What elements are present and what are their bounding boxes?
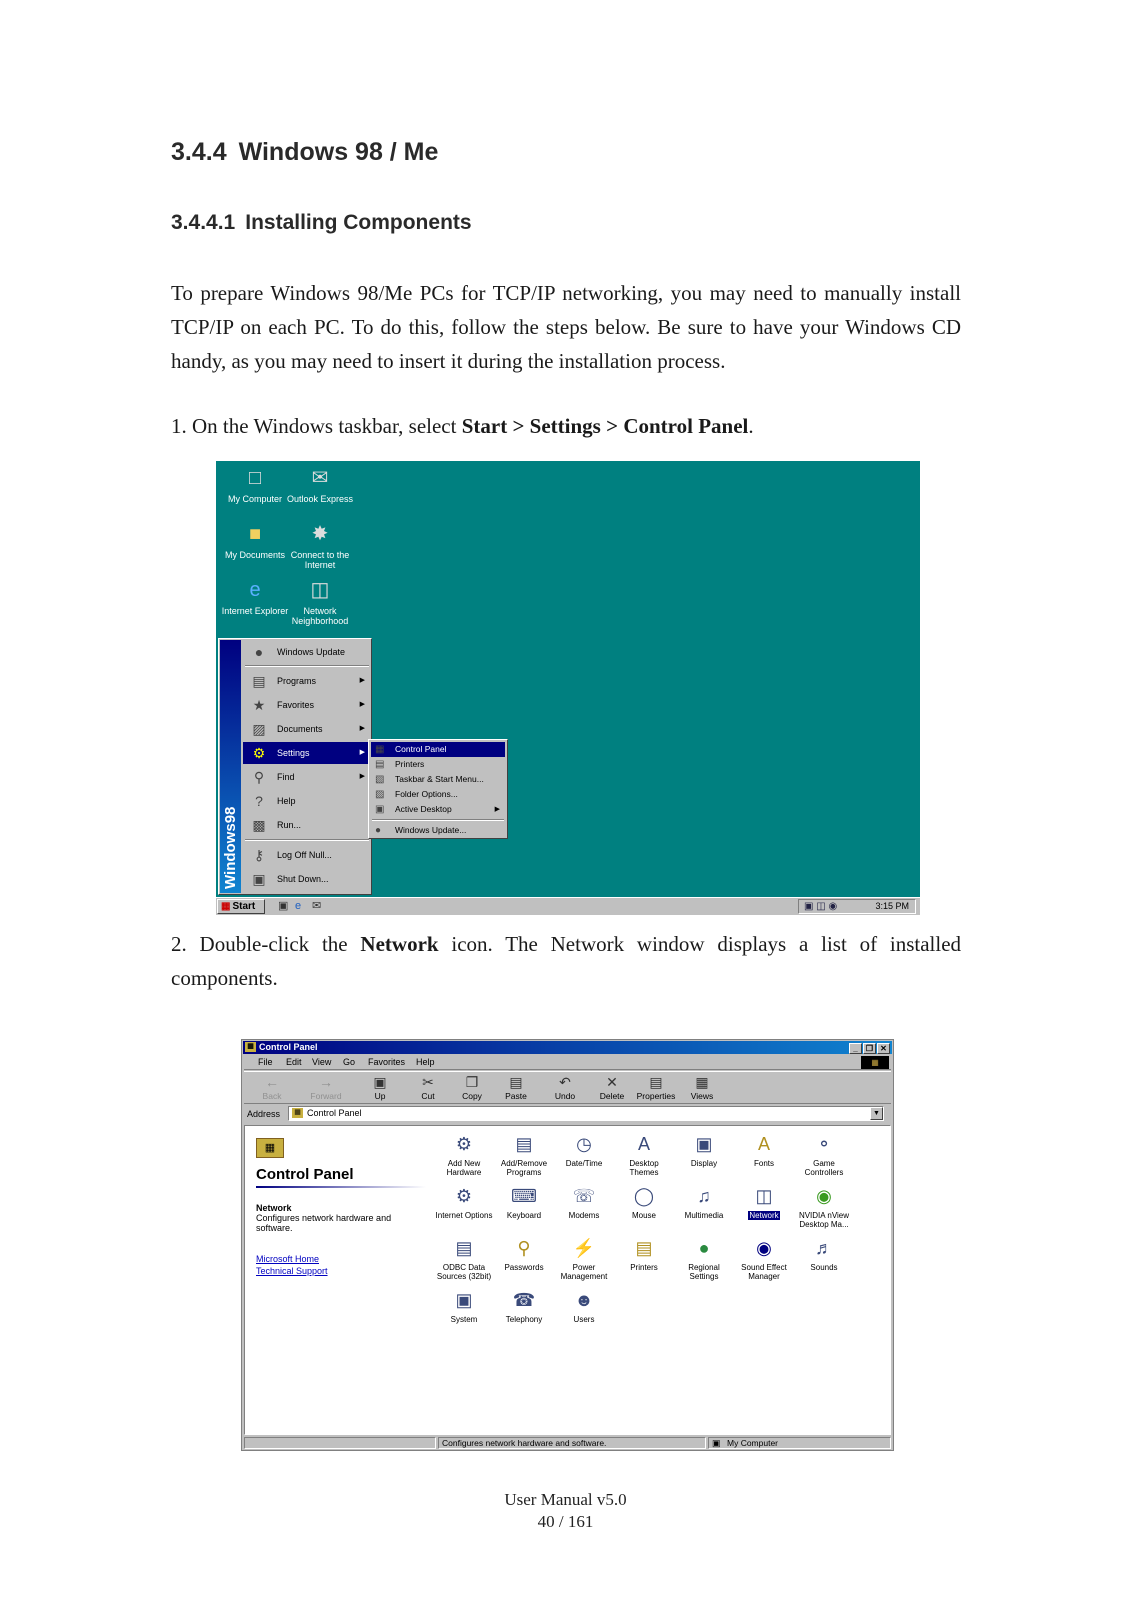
cp-item-power-management[interactable]: ⚡ Power Management xyxy=(560,1238,608,1281)
cp-item-printers[interactable]: ▤ Printers xyxy=(630,1238,658,1272)
control-panel-icon: ▦ xyxy=(375,744,385,755)
multimedia-icon: ♫ xyxy=(697,1186,711,1206)
submenu-item-folder-options[interactable]: ▨ Folder Options... xyxy=(375,789,458,800)
cp-item-add-new-hardware[interactable]: ⚙ Add New Hardware xyxy=(446,1134,482,1177)
cp-item-telephony[interactable]: ☎ Telephony xyxy=(505,1290,543,1324)
mouse-icon: ◯ xyxy=(633,1186,655,1206)
back-button[interactable]: ← Back xyxy=(248,1074,296,1101)
control-panel-icon: ▦ xyxy=(256,1138,284,1158)
cp-item-internet-options[interactable]: ⚙ Internet Options xyxy=(435,1186,493,1220)
subsection-heading xyxy=(171,211,472,235)
selected-item-description: Configures network hardware and software. xyxy=(256,1213,392,1233)
cp-item-game-controllers[interactable]: ⚬ Game Controllers xyxy=(804,1134,844,1177)
display-icon: ▣ xyxy=(695,1134,713,1154)
internet-options-icon: ⚙ xyxy=(455,1186,473,1206)
submenu-arrow-icon: ▶ xyxy=(494,806,500,813)
start-menu-item-programs[interactable]: ▤ Programs ▶ xyxy=(243,670,370,692)
window-titlebar xyxy=(243,1041,892,1054)
step-1-start: Start xyxy=(461,414,508,438)
submenu-arrow-icon: ▶ xyxy=(359,677,365,684)
step-1-control-panel: Control Panel xyxy=(623,414,749,438)
step-1-end: . xyxy=(748,414,754,438)
address-input[interactable]: ▦ Control Panel ▼ xyxy=(288,1106,884,1121)
section-title: Windows 98 / Me xyxy=(238,138,439,166)
cp-item-sounds[interactable]: ♬ Sounds xyxy=(810,1238,838,1272)
desktop-icon-outlook-express[interactable]: ✉ Outlook Express xyxy=(286,467,354,504)
submenu-arrow-icon: ▶ xyxy=(359,749,365,756)
taskbar-icon: ▧ xyxy=(375,774,385,785)
step-2 xyxy=(171,927,961,995)
intro-paragraph: To prepare Windows 98/Me PCs for TCP/IP networking, you may need to manually install TCP/IP on each PC. To do this, follow the steps below. Be sure to have your Windows CD handy, as you may need to insert it during the installation process. xyxy=(171,281,961,373)
undo-icon: ↶ xyxy=(559,1074,571,1090)
status-bar xyxy=(244,1436,891,1449)
keyboard-icon: ⌨ xyxy=(511,1186,537,1206)
status-text: Configures network hardware and software. xyxy=(438,1437,706,1449)
ie-icon: e xyxy=(249,579,261,601)
up-button[interactable]: ▣ Up xyxy=(356,1074,404,1101)
folder-options-icon: ▨ xyxy=(375,789,385,800)
back-arrow-icon: ← xyxy=(265,1074,279,1090)
menu-help[interactable]: Help xyxy=(416,1057,435,1067)
microsoft-home-link[interactable]: Microsoft Home xyxy=(256,1254,320,1264)
restore-button[interactable]: ❐ xyxy=(863,1043,876,1054)
scissors-icon: ✂ xyxy=(422,1074,434,1090)
technical-support-link[interactable]: Technical Support xyxy=(256,1266,328,1276)
start-menu-item-favorites[interactable]: ★ Favorites ▶ xyxy=(243,694,370,716)
help-icon: ? xyxy=(255,793,263,809)
logoff-icon: ⚷ xyxy=(253,847,265,863)
pane-divider xyxy=(256,1186,426,1188)
computer-icon: ▣ xyxy=(712,1438,721,1448)
step-1 xyxy=(171,414,754,439)
nvidia-eye-icon: ◉ xyxy=(816,1186,832,1206)
subsection-title: Installing Components xyxy=(245,211,472,234)
start-menu-item-documents[interactable]: ▨ Documents ▶ xyxy=(243,718,370,740)
section-number: 3.4.4 xyxy=(171,138,227,166)
desktop-icon-my-documents[interactable]: ■ My Documents xyxy=(224,523,286,560)
cp-item-modems[interactable]: ☏ Modems xyxy=(568,1186,600,1220)
copy-icon: ❐ xyxy=(465,1074,479,1090)
selected-item-name: Network xyxy=(256,1203,292,1213)
settings-submenu xyxy=(368,739,508,839)
speaker-icon: ♬ xyxy=(815,1238,833,1258)
start-menu-item-windows-update[interactable]: ● Windows Update xyxy=(243,641,370,663)
start-menu-item-shut-down[interactable]: ▣ Shut Down... xyxy=(243,868,370,890)
globe-icon: ● xyxy=(698,1238,710,1258)
up-folder-icon: ▣ xyxy=(373,1074,387,1090)
delete-button[interactable]: ✕ Delete xyxy=(588,1074,636,1101)
menu-file[interactable]: File xyxy=(258,1057,273,1067)
menu-edit[interactable]: Edit xyxy=(286,1057,302,1067)
submenu-item-printers[interactable]: ▤ Printers xyxy=(375,759,425,770)
cp-item-network[interactable]: ◫ Network xyxy=(749,1186,779,1220)
telephone-icon: ☎ xyxy=(512,1290,536,1310)
clock: 3:15 PM xyxy=(875,901,909,911)
windows98-desktop-screenshot xyxy=(216,461,920,915)
submenu-arrow-icon: ▶ xyxy=(359,701,365,708)
menu-separator xyxy=(245,839,369,841)
submenu-item-active-desktop[interactable]: ▣ Active Desktop ▶ xyxy=(375,804,500,815)
submenu-arrow-icon: ▶ xyxy=(359,725,365,732)
hardware-icon: ⚙ xyxy=(455,1134,473,1154)
copy-button[interactable]: ❐ Copy xyxy=(448,1074,496,1101)
step-1-prefix: 1. On the Windows taskbar, select xyxy=(171,414,462,438)
address-label: Address xyxy=(247,1109,281,1119)
computer-icon: □ xyxy=(248,467,262,489)
views-button[interactable]: ▦ Views xyxy=(678,1074,726,1101)
submenu-arrow-icon: ▶ xyxy=(359,773,365,780)
cp-item-passwords[interactable]: ⚲ Passwords xyxy=(504,1238,544,1272)
themes-icon: A xyxy=(637,1134,650,1154)
windows-flag-icon: ▦ xyxy=(221,901,231,912)
cp-item-sound-effect-manager[interactable]: ◉ Sound Effect Manager xyxy=(741,1238,787,1281)
desktop-icon-connect-internet[interactable]: ✸ Connect to the Internet xyxy=(290,523,350,570)
cp-item-regional-settings[interactable]: ● Regional Settings xyxy=(688,1238,720,1281)
programs-icon: ▤ xyxy=(515,1134,533,1154)
network-icon: ◫ xyxy=(755,1186,773,1206)
cp-item-nvidia-nview[interactable]: ◉ NVIDIA nView Desktop Ma... xyxy=(798,1186,850,1229)
properties-button[interactable]: ▤ Properties xyxy=(632,1074,680,1101)
chevron-down-icon[interactable]: ▼ xyxy=(870,1107,883,1120)
globe-icon: ● xyxy=(254,644,264,660)
toolbar xyxy=(244,1071,891,1104)
menu-favorites[interactable]: Favorites xyxy=(368,1057,406,1067)
undo-button[interactable]: ↶ Undo xyxy=(541,1074,589,1101)
step-2-rest: icon. The Network window displays a list of installed components. xyxy=(171,932,962,990)
menu-view[interactable]: View xyxy=(312,1057,332,1067)
favorites-icon: ★ xyxy=(252,697,266,713)
modem-icon: ☏ xyxy=(572,1186,596,1206)
paste-icon: ▤ xyxy=(509,1074,523,1090)
ie-quicklaunch-icon[interactable]: e xyxy=(295,900,302,912)
find-icon: ⚲ xyxy=(253,769,265,785)
close-button[interactable]: ✕ xyxy=(877,1043,890,1054)
minimize-button[interactable]: _ xyxy=(849,1043,862,1054)
cp-item-add-remove-programs[interactable]: ▤ Add/Remove Programs xyxy=(500,1134,548,1177)
connect-icon: ✸ xyxy=(311,523,329,545)
control-panel-icon: ▦ xyxy=(292,1108,303,1118)
step-2-prefix: 2. Double-click the xyxy=(171,932,361,956)
footer-page-number: 40 / 161 xyxy=(537,1512,594,1531)
users-icon: ☻ xyxy=(574,1290,594,1310)
cut-button[interactable]: ✂ Cut xyxy=(404,1074,452,1101)
status-zone: ▣ My Computer xyxy=(708,1437,891,1449)
network-icon: ◫ xyxy=(310,579,330,601)
start-menu-item-help[interactable]: ? Help xyxy=(243,790,370,812)
start-menu xyxy=(218,638,372,895)
cp-item-mouse[interactable]: ◯ Mouse xyxy=(631,1186,656,1220)
cp-item-multimedia[interactable]: ♫ Multimedia xyxy=(684,1186,724,1220)
window-buttons xyxy=(848,1042,890,1055)
joystick-icon: ⚬ xyxy=(816,1134,832,1154)
forward-button[interactable]: → Forward xyxy=(302,1074,350,1101)
cp-item-odbc[interactable]: ▤ ODBC Data Sources (32bit) xyxy=(436,1238,492,1281)
step-2-network: Network xyxy=(360,932,439,956)
cp-item-date-time[interactable]: ◷ Date/Time xyxy=(565,1134,603,1168)
mail-icon: ✉ xyxy=(311,467,329,489)
desktop-icon-my-computer[interactable]: □ My Computer xyxy=(227,467,282,504)
step-1-settings: Settings xyxy=(529,414,601,438)
taskbar xyxy=(216,897,920,915)
delete-x-icon: ✕ xyxy=(606,1074,618,1090)
properties-icon: ▤ xyxy=(649,1074,663,1090)
cp-item-keyboard[interactable]: ⌨ Keyboard xyxy=(506,1186,542,1220)
cp-item-fonts[interactable]: A Fonts xyxy=(734,1132,794,1168)
calendar-clock-icon: ◷ xyxy=(576,1134,592,1154)
cp-item-system[interactable]: ▣ System xyxy=(450,1290,478,1324)
printer-folder-icon: ▤ xyxy=(635,1238,653,1258)
section-heading xyxy=(171,138,438,167)
control-panel-window-screenshot xyxy=(241,1039,894,1451)
sound-effect-icon: ◉ xyxy=(756,1238,772,1258)
submenu-item-windows-update[interactable]: ● Windows Update... xyxy=(375,825,467,836)
fonts-folder-icon: A xyxy=(757,1134,770,1154)
windows-logo-throbber: ▦ xyxy=(861,1056,889,1069)
shutdown-icon: ▣ xyxy=(252,871,266,887)
globe-icon: ● xyxy=(375,825,382,836)
printer-icon: ▤ xyxy=(375,759,385,770)
start-menu-item-run[interactable]: ▩ Run... xyxy=(243,814,370,836)
subsection-number: 3.4.4.1 xyxy=(171,211,236,234)
window-title: Control Panel xyxy=(259,1042,318,1052)
forward-arrow-icon: → xyxy=(319,1074,333,1090)
outlook-quicklaunch-icon[interactable]: ✉ xyxy=(312,900,322,912)
start-menu-banner: Windows98 xyxy=(220,640,241,893)
folder-icon: ■ xyxy=(248,523,262,545)
keys-icon: ⚲ xyxy=(517,1238,531,1258)
step-1-sep2: > xyxy=(600,414,624,438)
run-icon: ▩ xyxy=(252,817,266,833)
system-tray xyxy=(798,899,916,914)
views-grid-icon: ▦ xyxy=(695,1074,709,1090)
menu-separator xyxy=(245,665,369,667)
menu-separator xyxy=(372,819,504,821)
start-button[interactable]: ▦ Start xyxy=(217,899,265,914)
pane-title: Control Panel xyxy=(256,1166,354,1183)
start-menu-item-find[interactable]: ⚲ Find ▶ xyxy=(243,766,370,788)
active-desktop-icon: ▣ xyxy=(375,804,385,815)
cp-item-display[interactable]: ▣ Display xyxy=(690,1134,718,1168)
odbc-icon: ▤ xyxy=(455,1238,473,1258)
step-1-sep1: > xyxy=(507,414,530,438)
menu-go[interactable]: Go xyxy=(343,1057,356,1067)
footer-manual-version: User Manual v5.0 xyxy=(504,1490,627,1509)
start-menu-item-log-off[interactable]: ⚷ Log Off Null... xyxy=(243,844,370,866)
computer-icon: ▣ xyxy=(455,1290,473,1310)
cp-item-users[interactable]: ☻ Users xyxy=(554,1288,614,1324)
tray-icons[interactable]: ▣ ◫ ◉ xyxy=(804,901,838,912)
documents-icon: ▨ xyxy=(252,721,266,737)
menu-bar xyxy=(244,1055,891,1070)
settings-icon: ⚙ xyxy=(252,745,266,761)
address-bar xyxy=(244,1105,891,1123)
desktop-icon-network-neighborhood[interactable]: ◫ Network Neighborhood xyxy=(291,579,349,626)
web-view-pane xyxy=(245,1126,430,1434)
content-area xyxy=(244,1125,891,1435)
status-panel-empty xyxy=(244,1437,436,1449)
submenu-item-control-panel[interactable]: ▦ Control Panel xyxy=(371,742,505,757)
control-panel-icon: ▦ xyxy=(245,1042,256,1052)
start-menu-item-settings[interactable]: ⚙ Settings ▶ xyxy=(243,742,370,764)
programs-icon: ▤ xyxy=(252,673,266,689)
submenu-item-taskbar[interactable]: ▧ Taskbar & Start Menu... xyxy=(375,774,484,785)
show-desktop-icon[interactable]: ▣ xyxy=(278,900,289,912)
power-icon: ⚡ xyxy=(572,1238,596,1258)
paste-button[interactable]: ▤ Paste xyxy=(492,1074,540,1101)
cp-item-desktop-themes[interactable]: A Desktop Themes xyxy=(629,1134,659,1177)
desktop-icon-internet-explorer[interactable]: e Internet Explorer xyxy=(221,579,289,616)
